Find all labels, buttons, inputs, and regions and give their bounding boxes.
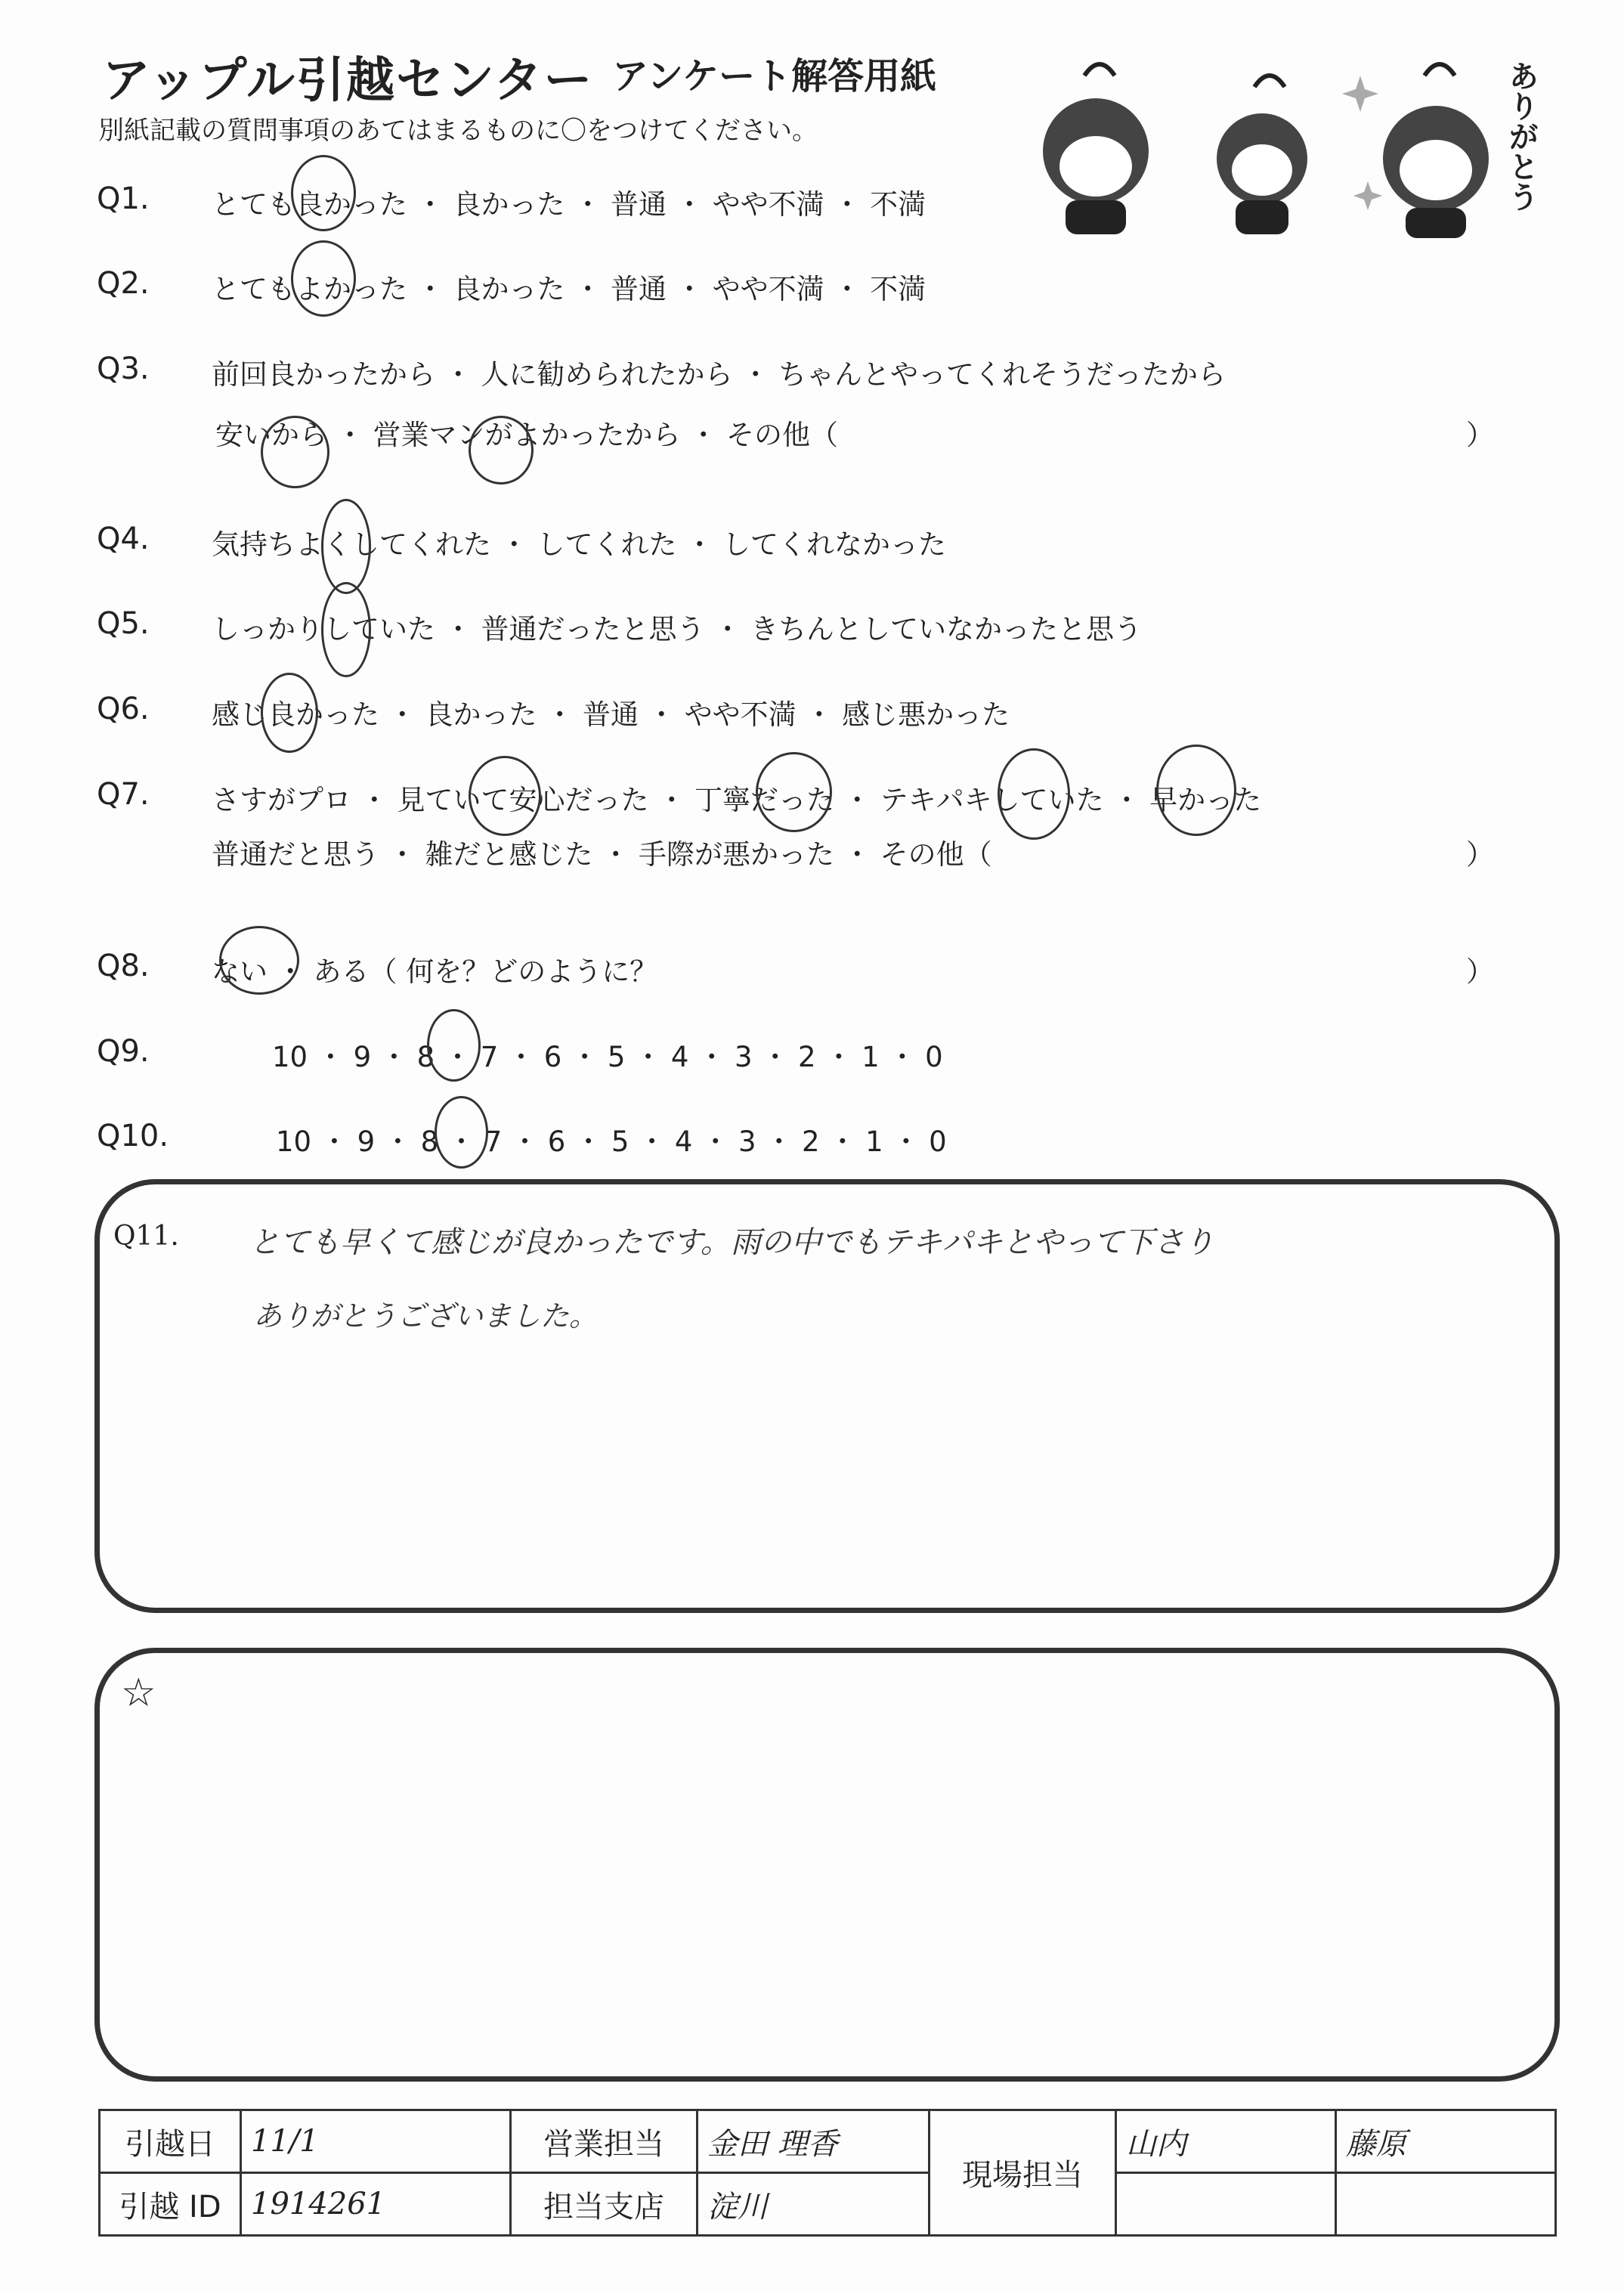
answer-circle (261, 416, 329, 488)
answer-circle (756, 752, 832, 832)
q7-options-line2: 普通だと思う ・ 雑だと感じた ・ 手際が悪かった ・ その他（ (212, 838, 992, 871)
site-staff-empty-1 (1116, 2173, 1336, 2236)
q3-options-line1: 前回良かったから ・ 人に勧められたから ・ ちゃんとやってくれそうだったから (212, 358, 1227, 391)
answer-circle (321, 499, 371, 594)
q9-label: Q9. (97, 1034, 150, 1069)
answer-circle (427, 1009, 481, 1082)
branch-value: 淀川 (698, 2173, 930, 2236)
q11-comment-line1: とても早くて感じが良かったです。雨の中でもテキパキとやって下さり (249, 1225, 1214, 1260)
form-title: アンケート解答用紙 (612, 55, 937, 98)
q7-options-line1: さすがプロ ・ 見ていて安心だった ・ 丁寧だった ・ テキパキしていた ・ 早かった (212, 784, 1262, 816)
q3-label: Q3. (97, 351, 150, 386)
answer-circle (219, 926, 299, 995)
q5-label: Q5. (97, 606, 150, 641)
q11-comment-line2: ありがとうございました。 (253, 1299, 599, 1333)
q7-label: Q7. (97, 777, 150, 812)
q3-close-paren: ） (1466, 419, 1494, 451)
answer-circle (291, 155, 356, 231)
q11-label: Q11. (113, 1221, 179, 1252)
q8-label: Q8. (97, 949, 150, 983)
site-staff-value-2: 藤原 (1336, 2110, 1556, 2173)
q2-options: とてもよかった ・ 良かった ・ 普通 ・ やや不満 ・ 不満 (212, 273, 926, 305)
answer-circle (435, 1096, 488, 1169)
answer-circle (261, 673, 318, 753)
thanks-text: ありがとう (1504, 60, 1539, 212)
answer-circle (291, 240, 356, 317)
move-date-label: 引越日 (100, 2110, 241, 2173)
star-icon: ☆ (121, 1670, 156, 1716)
answer-circle (1156, 745, 1236, 836)
q8-options: ない ・ ある（ 何を？どのように？ (212, 955, 658, 988)
move-date-value: 11/1 (241, 2110, 511, 2173)
sales-rep-label: 営業担当 (511, 2110, 698, 2173)
q5-options: しっかりしていた ・ 普通だったと思う ・ きちんとしていなかったと思う (212, 613, 1143, 645)
move-info-table (98, 2109, 1557, 2237)
q8-close-paren: ） (1466, 955, 1494, 988)
q2-label: Q2. (97, 266, 150, 301)
answer-circle (998, 748, 1070, 840)
q10-label: Q10. (97, 1119, 169, 1153)
answer-circle (469, 756, 541, 836)
q1-options: とても良かった ・ 良かった ・ 普通 ・ やや不満 ・ 不満 (212, 188, 926, 221)
sales-rep-value: 金田 理香 (698, 2110, 930, 2173)
site-staff-value-1: 山内 (1116, 2110, 1336, 2173)
move-id-label: 引越 ID (100, 2173, 241, 2236)
move-id-value: 1914261 (241, 2173, 511, 2236)
company-name: アップル引越センター (102, 53, 594, 109)
answer-circle (469, 416, 534, 484)
q1-label: Q1. (97, 181, 150, 216)
q4-label: Q4. (97, 522, 150, 556)
q6-label: Q6. (97, 692, 150, 726)
q3-options-line2: 安いから ・ 営業マンがよかったから ・ その他（ (215, 419, 839, 451)
q7-close-paren: ） (1466, 838, 1494, 871)
site-staff-empty-2 (1336, 2173, 1556, 2236)
answer-circle (321, 582, 371, 677)
branch-label: 担当支店 (511, 2173, 698, 2236)
star-memo-box (94, 1648, 1560, 2082)
q6-options: 感じ良かった ・ 良かった ・ 普通 ・ やや不満 ・ 感じ悪かった (212, 698, 1010, 731)
q10-scale: 10 ・ 9 ・ 8 ・ 7 ・ 6 ・ 5 ・ 4 ・ 3 ・ 2 ・ 1 ・ 0 (276, 1125, 947, 1158)
q9-scale: 10 ・ 9 ・ 8 ・ 7 ・ 6 ・ 5 ・ 4 ・ 3 ・ 2 ・ 1 ・ 0 (272, 1041, 943, 1073)
instruction-text: 別紙記載の質問事項のあてはまるものに〇をつけてください。 (98, 116, 818, 146)
site-staff-label: 現場担当 (930, 2110, 1116, 2236)
q4-options: 気持ちよくしてくれた ・ してくれた ・ してくれなかった (212, 528, 947, 561)
